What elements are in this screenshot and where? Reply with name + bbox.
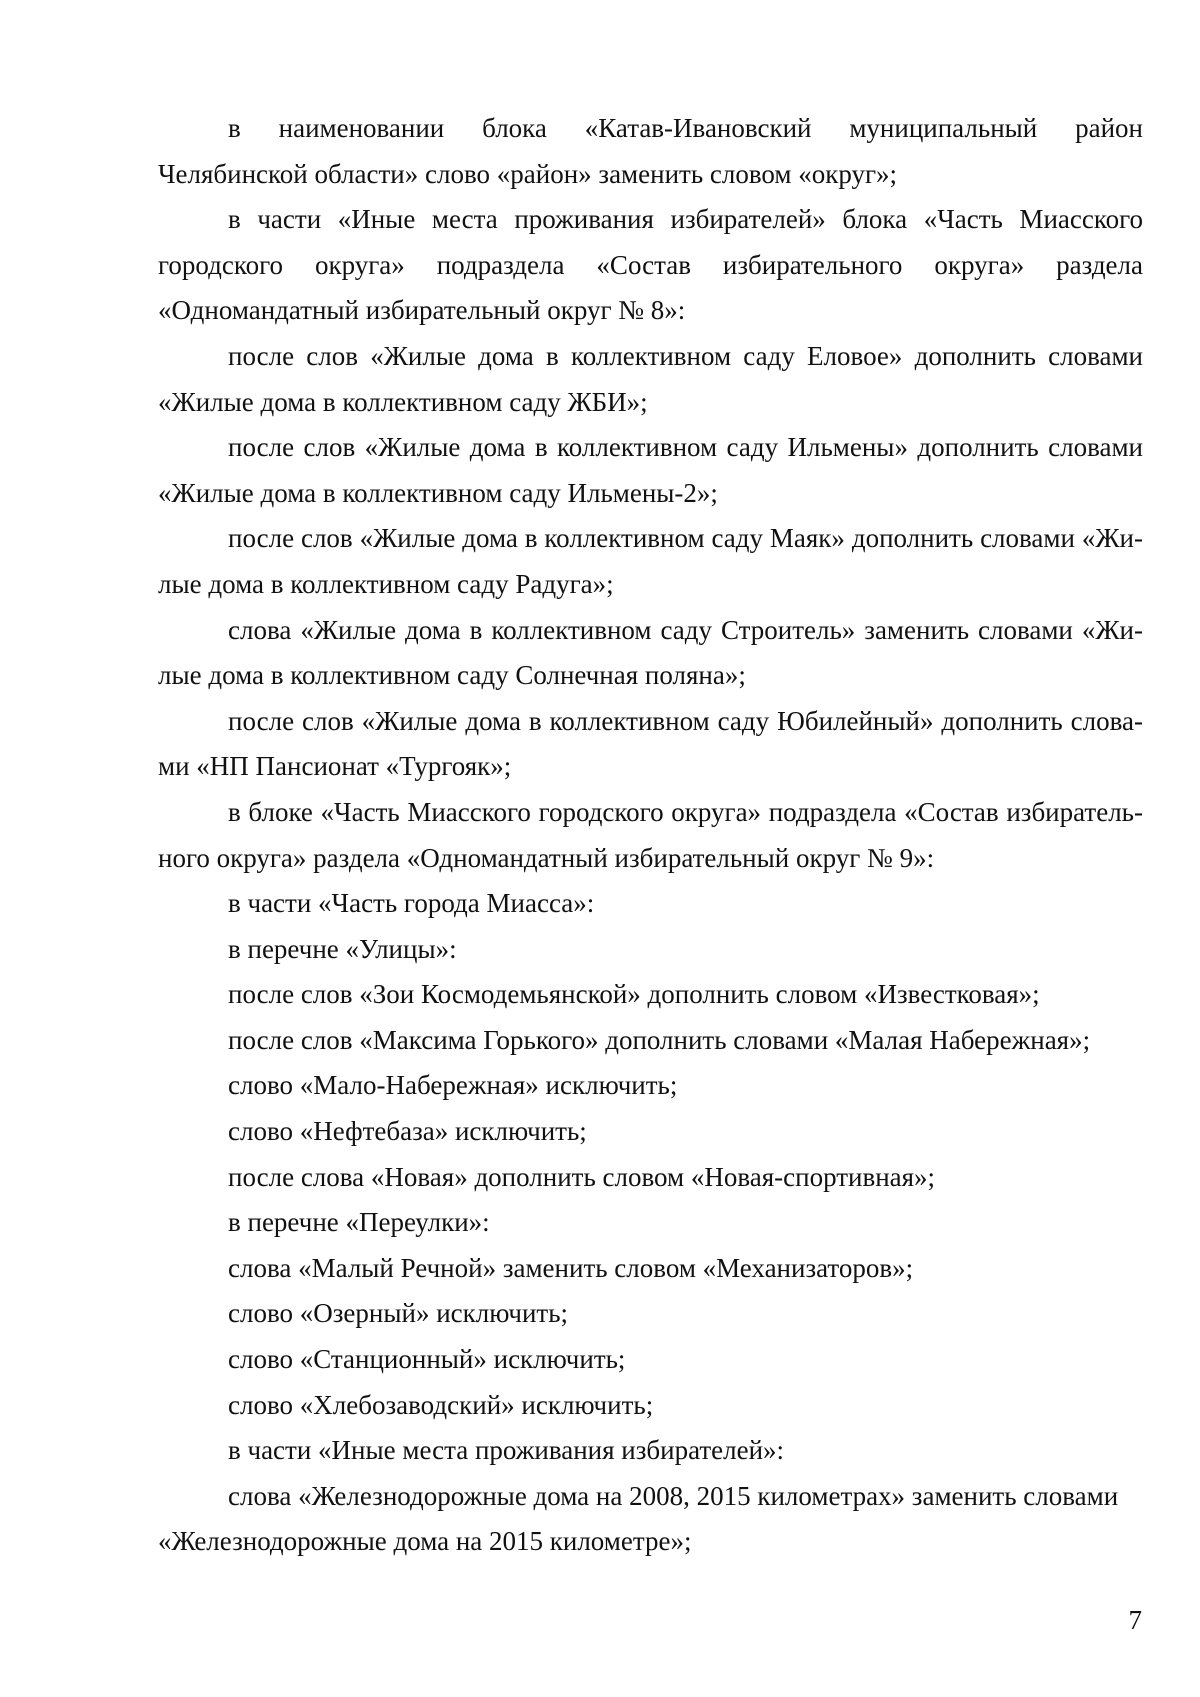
paragraph: слова «Жилые дома в коллективном саду Строитель» заменить словами «Жилые дома в коллективном саду Солнечная поляна»; — [158, 614, 1143, 691]
paragraph: в блоке «Часть Миасского городского округа» подраздела «Состав избирательного округа» раздела «Одномандатный избирательный округ № 9»: — [158, 796, 1143, 873]
paragraph: после слов «Жилые дома в коллективном саду Юбилейный» дополнить словами «НП Пансионат «Тургояк»; — [158, 705, 1143, 782]
paragraph: в наименовании блока «Катав-Ивановский муниципальный район Челябинской области» слово «район» заменить словом «округ»; — [158, 113, 1143, 189]
paragraph: в части «Часть города Миасса»: — [228, 888, 595, 919]
paragraph: в перечне «Улицы»: — [228, 933, 457, 964]
paragraph: после слов «Жилые дома в коллективном саду Маяк» дополнить словами «Жилые дома в коллективном саду Радуга»; — [158, 523, 1143, 599]
document-body — [158, 106, 1143, 1565]
page-number: 7 — [1128, 1605, 1142, 1635]
paragraph: после слов «Максима Горького» дополнить словами «Малая Набережная»; — [228, 1024, 1091, 1055]
paragraph: в части «Иные места проживания избирателей» блока «Часть Миасского городского округа» подраздела «Состав избирательного округа» раздела «Одномандатный избирательный округ № 8»: — [158, 204, 1143, 326]
paragraph: в перечне «Переулки»: — [228, 1207, 490, 1238]
paragraph: слова «Железнодорожные дома на 2008, 2015 километрах» заменить словами «Железнодорожные дома на 2015 километре»; — [158, 1480, 1119, 1557]
paragraph: слово «Мало-Набережная» исключить; — [228, 1070, 678, 1101]
paragraph: после слов «Жилые дома в коллективном саду Ильмены» дополнить словами «Жилые дома в коллективном саду Ильмены-2»; — [158, 432, 1143, 508]
paragraph: после слов «Жилые дома в коллективном саду Еловое» дополнить словами «Жилые дома в коллективном саду ЖБИ»; — [158, 340, 1143, 417]
paragraph: слово «Станционный» исключить; — [228, 1344, 626, 1375]
paragraph: слово «Хлебозаводский» исключить; — [228, 1389, 654, 1420]
paragraph: слово «Озерный» исключить; — [228, 1298, 569, 1329]
paragraph: слово «Нефтебаза» исключить; — [228, 1116, 587, 1147]
paragraph: в части «Иные места проживания избирателей»: — [228, 1435, 785, 1466]
paragraph: после слов «Зои Космодемьянской» дополнить словом «Известковая»; — [228, 979, 1040, 1010]
paragraph: после слова «Новая» дополнить словом «Новая-спортивная»; — [228, 1161, 936, 1192]
paragraph: слова «Малый Речной» заменить словом «Механизаторов»; — [228, 1252, 914, 1283]
